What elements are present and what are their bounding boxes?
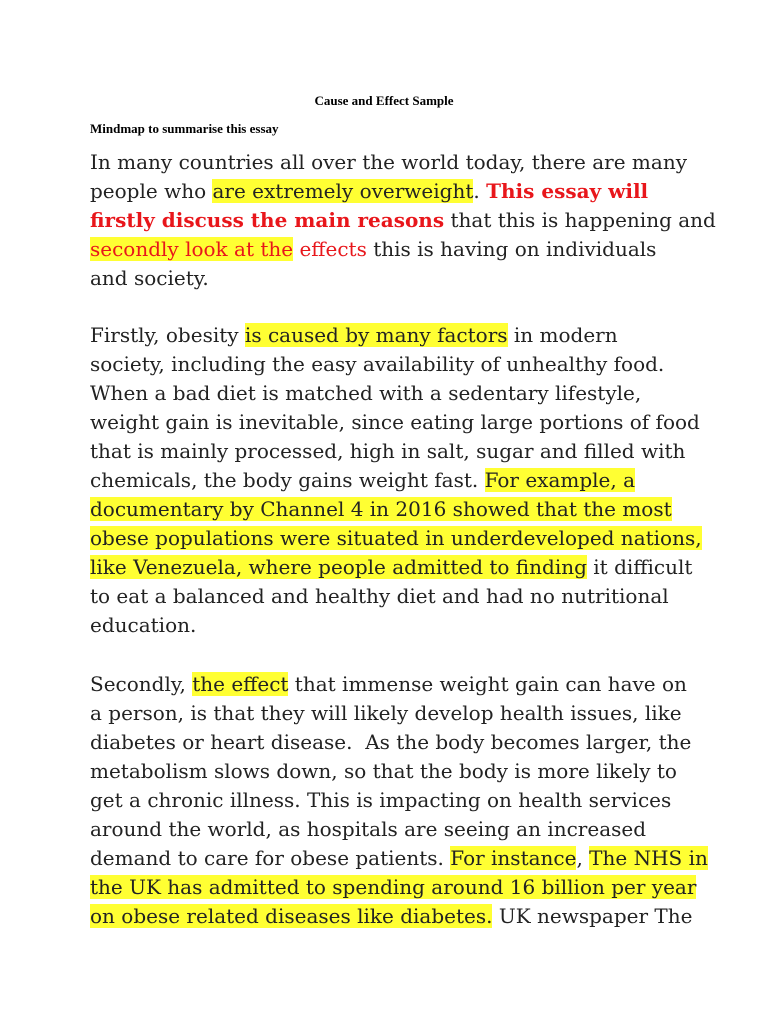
red-bold-text: This essay will (486, 179, 649, 203)
text-run: around the world, as hospitals are seeing an increased (90, 817, 647, 841)
text-run: demand to care for obese patients. (90, 846, 451, 870)
red-text: effects (293, 237, 367, 261)
text-run: In many countries all over the world today, there are many (90, 150, 687, 174)
text-run: a person, is that they will likely develop health issues, like (90, 701, 682, 725)
text-line (90, 757, 690, 786)
highlighted-text: The NHS in (589, 846, 708, 870)
text-line (90, 437, 690, 466)
text-run: education. (90, 613, 197, 637)
text-run: metabolism slows down, so that the body is more likely to (90, 759, 677, 783)
text-line (90, 408, 700, 437)
text-run: it difficult (586, 555, 693, 579)
highlighted-text: documentary by Channel 4 in 2016 showed that the most (90, 497, 672, 521)
text-run: weight gain is inevitable, since eating large portions of food (90, 410, 700, 434)
text-run: that this is happening and (444, 208, 716, 232)
text-run: Firstly, obesity (90, 323, 245, 347)
text-line (90, 728, 690, 757)
text-run: , (576, 846, 590, 870)
text-line (90, 786, 690, 815)
text-line (90, 844, 708, 873)
paragraph-causes (90, 321, 702, 640)
red-bold-text: firstly discuss the main reasons (90, 208, 445, 232)
highlighted-text: like Venezuela, where people admitted to finding (90, 555, 587, 579)
text-line (90, 611, 690, 640)
paragraph-intro (90, 148, 716, 293)
text-line (90, 148, 690, 177)
document-subtitle: Mindmap to summarise this essay (90, 121, 279, 136)
text-run: and society. (90, 266, 209, 290)
text-run: in modern (507, 323, 618, 347)
text-run: people who (90, 179, 213, 203)
highlighted-text: the UK has admitted to spending around 16 billion per year (90, 875, 697, 899)
highlighted-text: For example, a (484, 468, 636, 492)
text-run: that is mainly processed, high in salt, sugar and filled with (90, 439, 686, 463)
text-line (90, 815, 690, 844)
paragraph-effects (90, 670, 708, 931)
text-line (90, 350, 690, 379)
highlighted-text: on obese related diseases like diabetes. (90, 904, 493, 928)
document-title: Cause and Effect Sample (314, 93, 454, 108)
text-line (90, 264, 690, 293)
text-run: When a bad diet is matched with a sedentary lifestyle, (90, 381, 642, 405)
text-line (90, 699, 690, 728)
text-line (90, 206, 716, 235)
text-run: Secondly, (90, 672, 193, 696)
text-line (90, 873, 697, 902)
highlighted-text: For instance (450, 846, 577, 870)
text-line (90, 466, 690, 495)
text-run: society, including the easy availability of unhealthy food. (90, 352, 665, 376)
text-run: this is having on individuals (366, 237, 657, 261)
highlighted-text: the effect (192, 672, 289, 696)
text-run: that immense weight gain can have on (288, 672, 687, 696)
text-line (90, 235, 690, 264)
text-run: chemicals, the body gains weight fast. (90, 468, 485, 492)
highlighted-text: are extremely overweight (212, 179, 474, 203)
highlighted-red-text: secondly look at the (90, 237, 294, 261)
text-line (90, 553, 693, 582)
highlighted-text: is caused by many factors (244, 323, 508, 347)
text-line (90, 524, 702, 553)
text-line (90, 582, 690, 611)
highlighted-text: obese populations were situated in underdeveloped nations, (90, 526, 702, 550)
text-line (90, 902, 693, 931)
text-line (90, 379, 690, 408)
text-line (90, 670, 690, 699)
text-run: to eat a balanced and healthy diet and had no nutritional (90, 584, 669, 608)
text-line (90, 321, 690, 350)
text-run: . (473, 179, 487, 203)
text-run: get a chronic illness. This is impacting on health services (90, 788, 672, 812)
text-run: UK newspaper The (492, 904, 693, 928)
text-run: diabetes or heart disease. As the body becomes larger, the (90, 730, 692, 754)
text-line (90, 495, 690, 524)
text-line (90, 177, 690, 206)
